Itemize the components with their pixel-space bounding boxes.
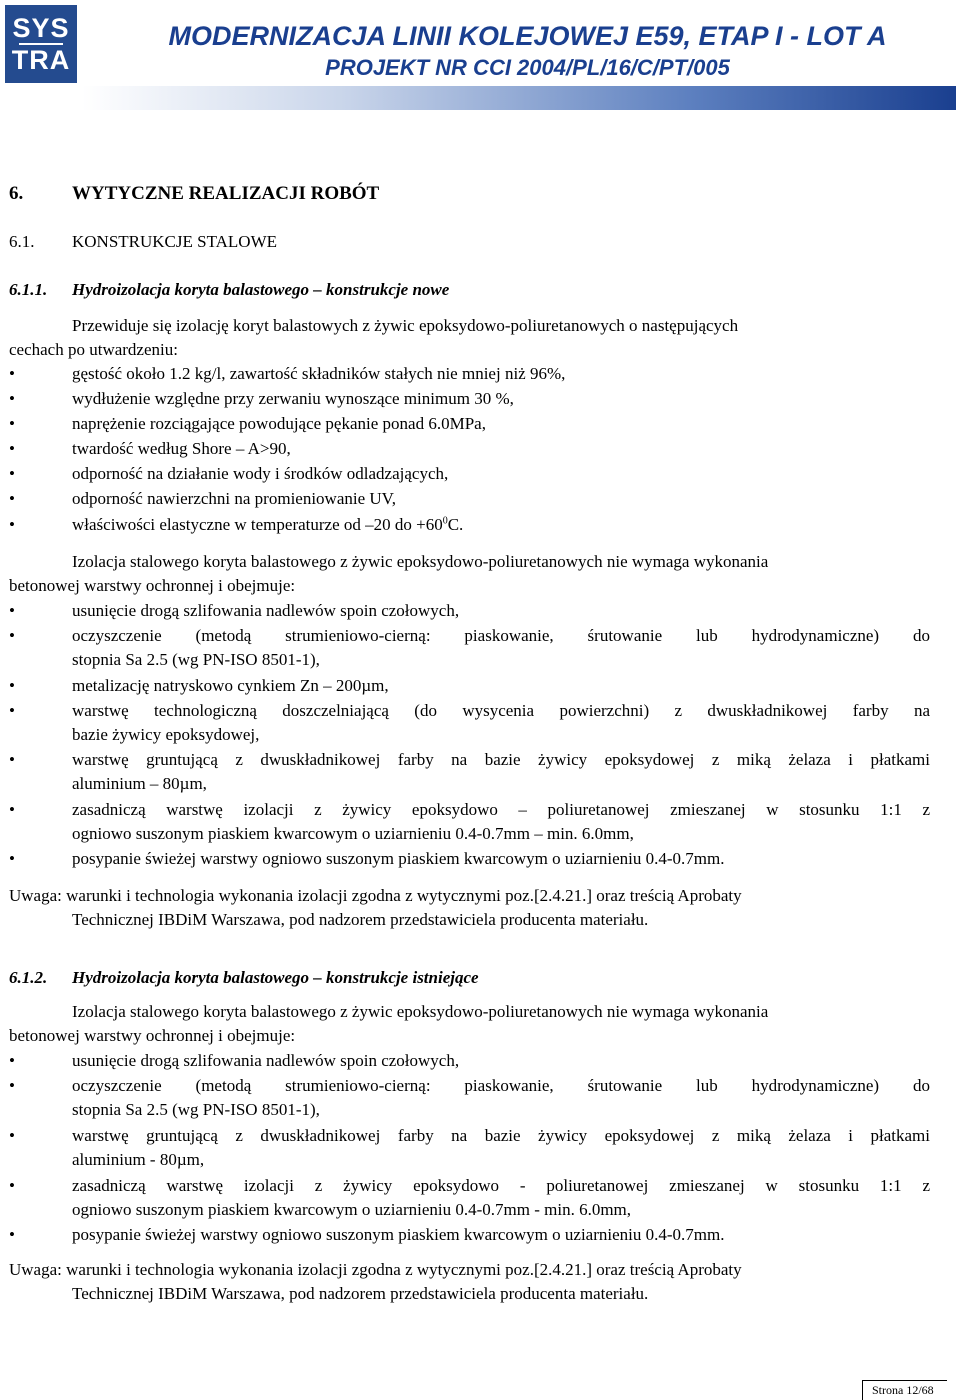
- part1-para-line2: betonowej warstwy ochronnej i obejmuje:: [9, 576, 296, 595]
- systra-logo: [5, 5, 77, 83]
- document-title: MODERNIZACJA LINII KOLEJOWEJ E59, ETAP I - LOT A: [168, 21, 887, 51]
- list-item: twardość według Shore – A>90,: [72, 439, 291, 458]
- bullet-icon: [9, 847, 15, 871]
- list-item: oczyszczenie (metodą strumieniowo-cierną: piaskowanie, śrutowanie lub hydrodynamiczne) do: [72, 1076, 930, 1095]
- list-item: zasadniczą warstwę izolacji z żywicy epoksydowo - poliuretanowej zmieszanej w stosunku 1:1 z: [72, 1176, 930, 1195]
- bullet-icon: [9, 599, 15, 623]
- list-item: wydłużenie względne przy zerwaniu wynoszące minimum 30 %,: [72, 389, 514, 408]
- list-item: warstwę technologiczną doszczelniającą (do wysycenia powierzchni) z dwuskładnikowej farby na: [72, 701, 930, 720]
- part1-title: Hydroizolacja koryta balastowego – konstrukcje nowe: [72, 280, 450, 299]
- bullet-icon: [9, 674, 15, 698]
- document-subtitle: PROJEKT NR CCI 2004/PL/16/C/PT/005: [325, 55, 730, 80]
- list-item: stopnia Sa 2.5 (wg PN-ISO 8501-1),: [72, 1100, 320, 1119]
- list-item: usunięcie drogą szlifowania nadlewów spoin czołowych,: [72, 601, 460, 620]
- bullet-icon: [9, 699, 15, 723]
- part1-intro-line1: Przewiduje się izolację koryt balastowych z żywic epoksydowo-poliuretanowych o następujących: [72, 316, 739, 335]
- part2-note-line2: Technicznej IBDiM Warszawa, pod nadzorem przedstawiciela producenta materiału.: [72, 1284, 649, 1303]
- list-item: aluminium - 80µm,: [72, 1150, 205, 1169]
- list-item: warstwę gruntującą z dwuskładnikowej farby na bazie żywicy epoksydowej z miką żelaza i płatkami: [72, 750, 930, 769]
- list-item: odporność nawierzchni na promieniowanie UV,: [72, 489, 397, 508]
- bullet-icon: [9, 412, 15, 436]
- part2-title: Hydroizolacja koryta balastowego – konstrukcje istniejące: [72, 968, 479, 987]
- bullet-icon: [9, 513, 15, 537]
- list-item: metalizację natryskowo cynkiem Zn – 200µm,: [72, 676, 389, 695]
- bullet-icon: [9, 798, 15, 822]
- list-item: zasadniczą warstwę izolacji z żywicy epoksydowo – poliuretanowej zmieszanej w stosunku 1:1 z: [72, 800, 930, 819]
- list-item: gęstość około 1.2 kg/l, zawartość składników stałych nie mniej niż 96%,: [72, 364, 566, 383]
- list-item: aluminium – 80µm,: [72, 774, 207, 793]
- part2-note-line1: Uwaga: warunki i technologia wykonania izolacji zgodna z wytycznymi poz.[2.4.21.] oraz treścią Aprobaty: [9, 1260, 742, 1279]
- list-item: warstwę gruntującą z dwuskładnikowej farby na bazie żywicy epoksydowej z miką żelaza i płatkami: [72, 1126, 930, 1145]
- bullet-icon: [9, 748, 15, 772]
- subsection-title: KONSTRUKCJE STALOWE: [72, 232, 277, 251]
- logo-text-bottom: TRA: [11, 45, 71, 75]
- section-number: 6.: [9, 183, 24, 204]
- list-item: odporność na działanie wody i środków odladzających,: [72, 464, 449, 483]
- subsection-number: 6.1.: [9, 232, 35, 251]
- header-gradient-bar: [82, 86, 956, 110]
- bullet-icon: [9, 1074, 15, 1098]
- bullet-icon: [9, 1049, 15, 1073]
- list-item: ogniowo suszonym piaskiem kwarcowym o uziarnieniu 0.4-0.7mm – min. 6.0mm,: [72, 824, 634, 843]
- bullet-icon: [9, 1174, 15, 1198]
- logo-text-top: SYS: [12, 13, 70, 43]
- bullet-icon: [9, 624, 15, 648]
- part2-number: 6.1.2.: [9, 968, 48, 987]
- bullet-icon: [9, 1223, 15, 1247]
- property-item-last: właściwości elastyczne w temperaturze od –20 do $+60^0C$.: [72, 515, 464, 534]
- bullet-icon: [9, 462, 15, 486]
- page-number: Strona 12/68: [872, 1383, 934, 1397]
- bullet-icon: [9, 1124, 15, 1148]
- list-item: ogniowo suszonym piaskiem kwarcowym o uziarnieniu 0.4-0.7mm - min. 6.0mm,: [72, 1200, 632, 1219]
- bullet-icon: [9, 487, 15, 511]
- part1-note-line2: Technicznej IBDiM Warszawa, pod nadzorem przedstawiciela producenta materiału.: [72, 910, 649, 929]
- list-item: posypanie świeżej warstwy ogniowo suszonym piaskiem kwarcowym o uziarnieniu 0.4-0.7mm.: [72, 1225, 725, 1244]
- list-item: stopnia Sa 2.5 (wg PN-ISO 8501-1),: [72, 650, 320, 669]
- bullet-icon: [9, 387, 15, 411]
- part1-note-line1: Uwaga: warunki i technologia wykonania izolacji zgodna z wytycznymi poz.[2.4.21.] oraz treścią Aprobaty: [9, 886, 742, 905]
- section-title: WYTYCZNE REALIZACJI ROBÓT: [72, 183, 380, 204]
- list-item: usunięcie drogą szlifowania nadlewów spoin czołowych,: [72, 1051, 460, 1070]
- list-item: oczyszczenie (metodą strumieniowo-cierną: piaskowanie, śrutowanie lub hydrodynamiczne) do: [72, 626, 930, 645]
- part2-para-line2: betonowej warstwy ochronnej i obejmuje:: [9, 1026, 296, 1045]
- list-item: bazie żywicy epoksydowej,: [72, 725, 260, 744]
- part2-para-line1: Izolacja stalowego koryta balastowego z żywic epoksydowo-poliuretanowych nie wymaga wykonania: [72, 1002, 769, 1021]
- list-item: naprężenie rozciągające powodujące pękanie ponad 6.0MPa,: [72, 414, 486, 433]
- part1-number: 6.1.1.: [9, 280, 48, 299]
- bullet-icon: [9, 437, 15, 461]
- list-item: posypanie świeżej warstwy ogniowo suszonym piaskiem kwarcowym o uziarnieniu 0.4-0.7mm.: [72, 849, 725, 868]
- bullet-icon: [9, 362, 15, 386]
- part1-intro-line2: cechach po utwardzeniu:: [9, 340, 178, 359]
- part1-para-line1: Izolacja stalowego koryta balastowego z żywic epoksydowo-poliuretanowych nie wymaga wykonania: [72, 552, 769, 571]
